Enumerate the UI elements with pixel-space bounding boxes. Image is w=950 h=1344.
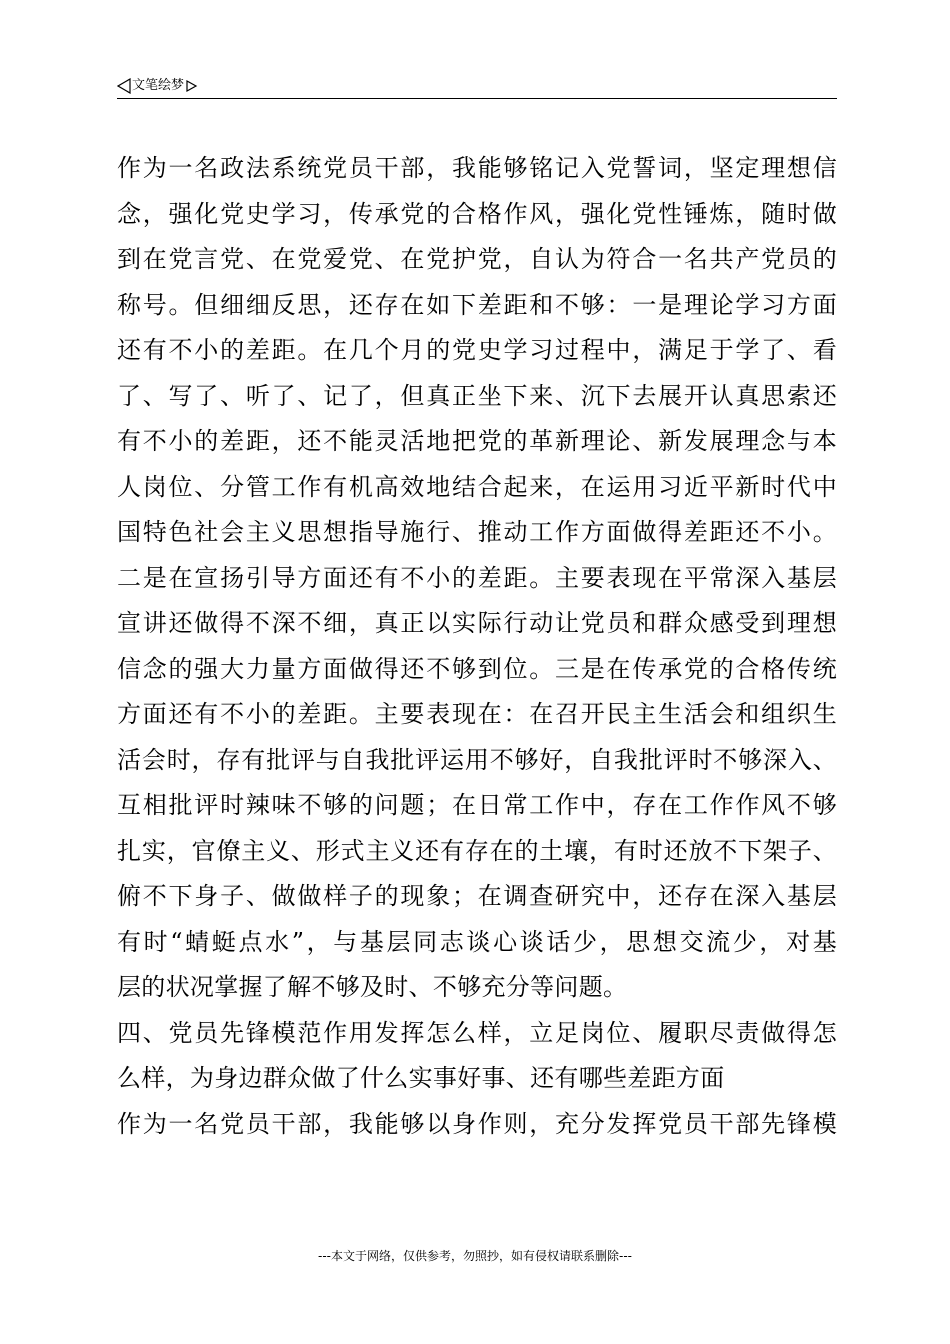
page-header [117,72,837,99]
section-heading-line: 么样，为身边群众做了什么实事好事、还有哪些差距方面 [117,1064,725,1092]
text-line: 扎实，官僚主义、形式主义还有存在的土壤，有时还放不下架子、 [117,836,837,865]
page-footer: ---本文于网络，仅供参考，勿照抄，如有侵权请联系删除--- [318,1249,632,1263]
document-body [117,146,837,1147]
text-line: 国特色社会主义思想指导施行、推动工作方面做得差距还不小。 [117,518,837,546]
header-brand [117,78,199,94]
text-line: 宣讲还做得不深不细，真正以实际行动让党员和群众感受到理想 [117,609,837,637]
text-line: 互相批评时辣味不够的问题；在日常工作中，存在工作作风不够 [117,791,837,819]
text-line: 活会时，存有批评与自我批评运用不够好，自我批评时不够深入、 [117,745,837,774]
text-line: 念，强化党史学习，传承党的合格作风，强化党性锤炼，随时做 [117,199,837,228]
text-line: 方面还有不小的差距。主要表现在：在召开民主生活会和组织生 [117,700,837,728]
text-line: 了、写了、听了、记了，但真正坐下来、沉下去展开认真思索还 [117,381,837,410]
text-line: 人岗位、分管工作有机高效地结合起来，在运用习近平新时代中 [117,472,837,501]
text-line: 层的状况掌握了解不够及时、不够充分等问题。 [117,973,628,1001]
triangle-left-icon [117,78,131,94]
text-line: 还有不小的差距。在几个月的党史学习过程中，满足于学了、看 [117,336,837,364]
text-line: 信念的强大力量方面做得还不够到位。三是在传承党的合格传统 [117,654,837,683]
text-line: 作为一名政法系统党员干部，我能够铭记入党誓词，坚定理想信 [117,154,837,182]
text-line: 有时“蜻蜓点水”，与基层同志谈心谈话少，思想交流少，对基 [117,927,837,956]
text-line: 称号。但细细反思，还存在如下差距和不够：一是理论学习方面 [117,290,837,319]
text-line: 作为一名党员干部，我能够以身作则，充分发挥党员干部先锋模 [117,1109,837,1138]
text-line: 俯不下身子、做做样子的现象；在调查研究中，还存在深入基层 [117,882,837,910]
text-line: 有不小的差距，还不能灵活地把党的革新理论、新发展理念与本 [117,427,837,455]
section-heading-line: 四、党员先锋模范作用发挥怎么样，立足岗位、履职尽责做得怎 [117,1018,837,1047]
header-title: 文笔绘梦 [132,78,185,93]
text-line: 二是在宣扬引导方面还有不小的差距。主要表现在平常深入基层 [117,563,837,592]
triangle-right-icon [185,78,199,94]
text-line: 到在党言党、在党爱党、在党护党，自认为符合一名共产党员的 [117,245,837,273]
